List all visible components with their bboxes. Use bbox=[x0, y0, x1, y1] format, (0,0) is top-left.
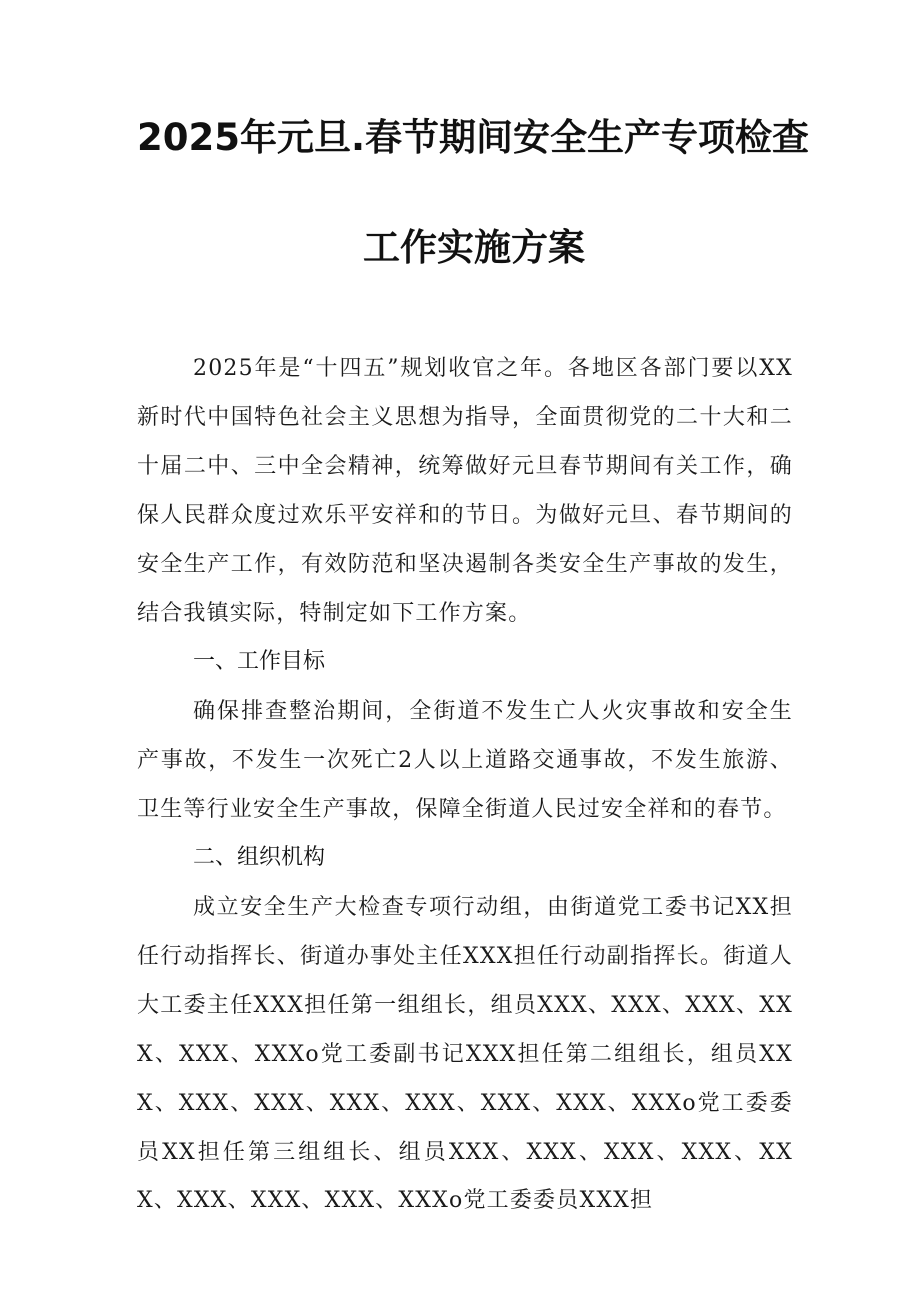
organization-paragraph: 成立安全生产大检查专项行动组，由街道党工委书记XX担任行动指挥长、街道办事处主任XXX担任行动副指挥长。街道人大工委主任XXX担任第一组组长，组员XXX、XXX、XXX、XXX、XXX、XXXo党工委副书记XXX担任第二组组长，组员XXX、XXX、XXX、XXX、XXX、XXX、XXX、XXXo党工委委员XX担任第三组组长、组员XXX、XXX、XXX、XXX、XXX、XXX、XXX、XXX、XXXo党工委委员XXX担 bbox=[137, 895, 793, 1214]
section-heading-organization: 二、组织机构 bbox=[193, 845, 326, 870]
section-heading-goals: 一、工作目标 bbox=[193, 649, 326, 674]
goals-paragraph: 确保排查整治期间，全街道不发生亡人火灾事故和安全生产事故，不发生一次死亡2人以上道路交通事故，不发生旅游、卫生等行业安全生产事故，保障全街道人民过安全祥和的春节。 bbox=[137, 699, 793, 822]
document-title-line-2: 工作实施方案 bbox=[363, 226, 585, 269]
intro-paragraph: 2025年是“十四五”规划收官之年。各地区各部门要以XX新时代中国特色社会主义思想为指导，全面贯彻党的二十大和二十届二中、三中全会精神，统筹做好元旦春节期间有关工作，确保人民群众度过欢乐平安祥和的节日。为做好元旦、春节期间的安全生产工作，有效防范和坚决遏制各类安全生产事故的发生，结合我镇实际，特制定如下工作方案。 bbox=[137, 356, 793, 626]
document-title-line-1: 2025年元旦.春节期间安全生产专项检查 bbox=[137, 116, 810, 159]
